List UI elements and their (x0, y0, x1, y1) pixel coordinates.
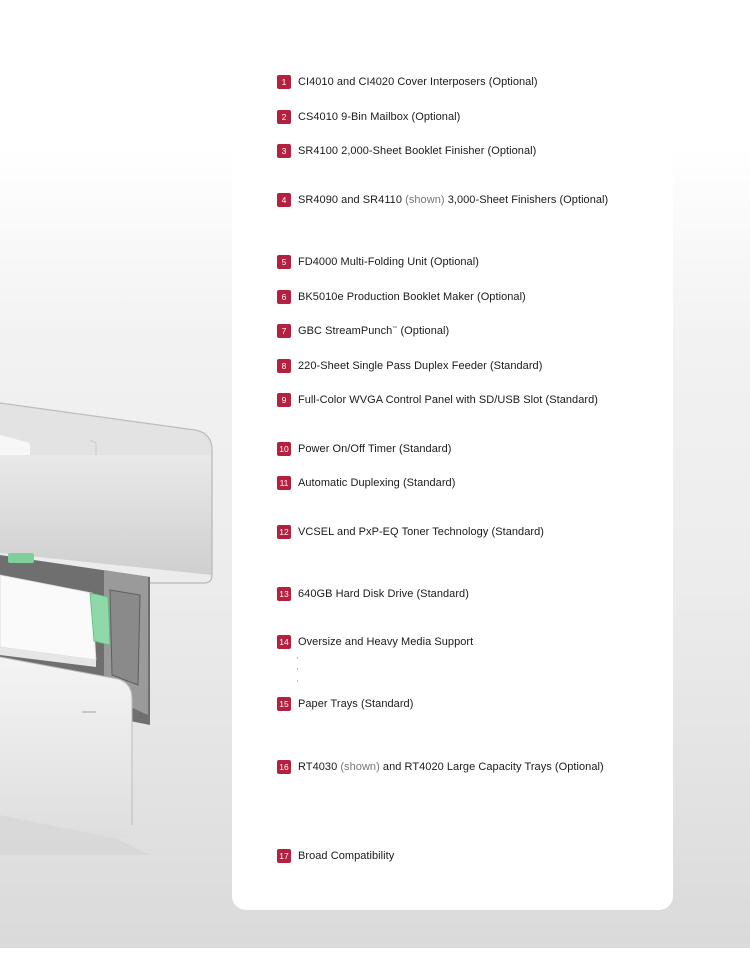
feature-14 (277, 635, 473, 649)
feature-label: Automatic Duplexing (Standard) (298, 477, 456, 489)
feature-number: 16 (277, 760, 291, 774)
feature-label: 220-Sheet Single Pass Duplex Feeder (Standard) (298, 360, 543, 372)
feature-label: CI4010 and CI4020 Cover Interposers (Optional) (298, 76, 538, 88)
feature-number: 7 (277, 324, 291, 338)
feature-label: CS4010 9-Bin Mailbox (Optional) (298, 111, 461, 123)
feature-9 (277, 393, 598, 407)
sub-bullet-mark (297, 657, 298, 659)
feature-2 (277, 110, 460, 124)
feature-4 (277, 193, 608, 207)
sub-bullet-mark (297, 680, 298, 682)
feature-label: Broad Compatibility (298, 850, 395, 862)
feature-12 (277, 525, 544, 539)
feature-5 (277, 255, 479, 269)
feature-number: 12 (277, 525, 291, 539)
feature-number: 11 (277, 476, 291, 490)
feature-number: 4 (277, 193, 291, 207)
feature-label: SR4100 2,000-Sheet Booklet Finisher (Optional) (298, 145, 537, 157)
trademark-symbol: ™ (392, 325, 398, 332)
feature-label: GBC StreamPunch™ (Optional) (298, 325, 450, 337)
feature-label: RT4030 (shown) and RT4020 Large Capacity Trays (Optional) (298, 761, 604, 773)
feature-number: 14 (277, 635, 291, 649)
feature-number: 9 (277, 393, 291, 407)
feature-16 (277, 760, 604, 774)
feature-number: 6 (277, 290, 291, 304)
features-panel (232, 38, 673, 910)
feature-label: 640GB Hard Disk Drive (Standard) (298, 588, 469, 600)
feature-6 (277, 290, 526, 304)
bottom-band (0, 948, 750, 970)
feature-number: 2 (277, 110, 291, 124)
feature-17 (277, 849, 394, 863)
feature-1 (277, 75, 538, 89)
shown-note: (shown) (405, 194, 445, 206)
feature-10 (277, 442, 451, 456)
feature-label: Full-Color WVGA Control Panel with SD/USB Slot (Standard) (298, 394, 598, 406)
feature-label: SR4090 and SR4110 (shown) 3,000-Sheet Finishers (Optional) (298, 194, 609, 206)
feature-13 (277, 587, 469, 601)
feature-number: 5 (277, 255, 291, 269)
feature-11 (277, 476, 455, 490)
feature-15 (277, 697, 413, 711)
feature-number: 3 (277, 144, 291, 158)
shown-note: (shown) (340, 761, 380, 773)
printer-illustration (0, 395, 240, 855)
feature-number: 13 (277, 587, 291, 601)
feature-number: 10 (277, 442, 291, 456)
feature-label: VCSEL and PxP-EQ Toner Technology (Standard) (298, 526, 544, 538)
feature-8 (277, 359, 542, 373)
feature-label: Oversize and Heavy Media Support (298, 636, 474, 648)
feature-label: FD4000 Multi-Folding Unit (Optional) (298, 256, 479, 268)
feature-number: 8 (277, 359, 291, 373)
feature-number: 17 (277, 849, 291, 863)
feature-3 (277, 144, 536, 158)
feature-label: Power On/Off Timer (Standard) (298, 443, 452, 455)
feature-number: 15 (277, 697, 291, 711)
feature-label: BK5010e Production Booklet Maker (Optional) (298, 291, 526, 303)
sub-bullet-mark (297, 668, 298, 670)
feature-7 (277, 324, 449, 338)
feature-number: 1 (277, 75, 291, 89)
feature-label: Paper Trays (Standard) (298, 698, 414, 710)
